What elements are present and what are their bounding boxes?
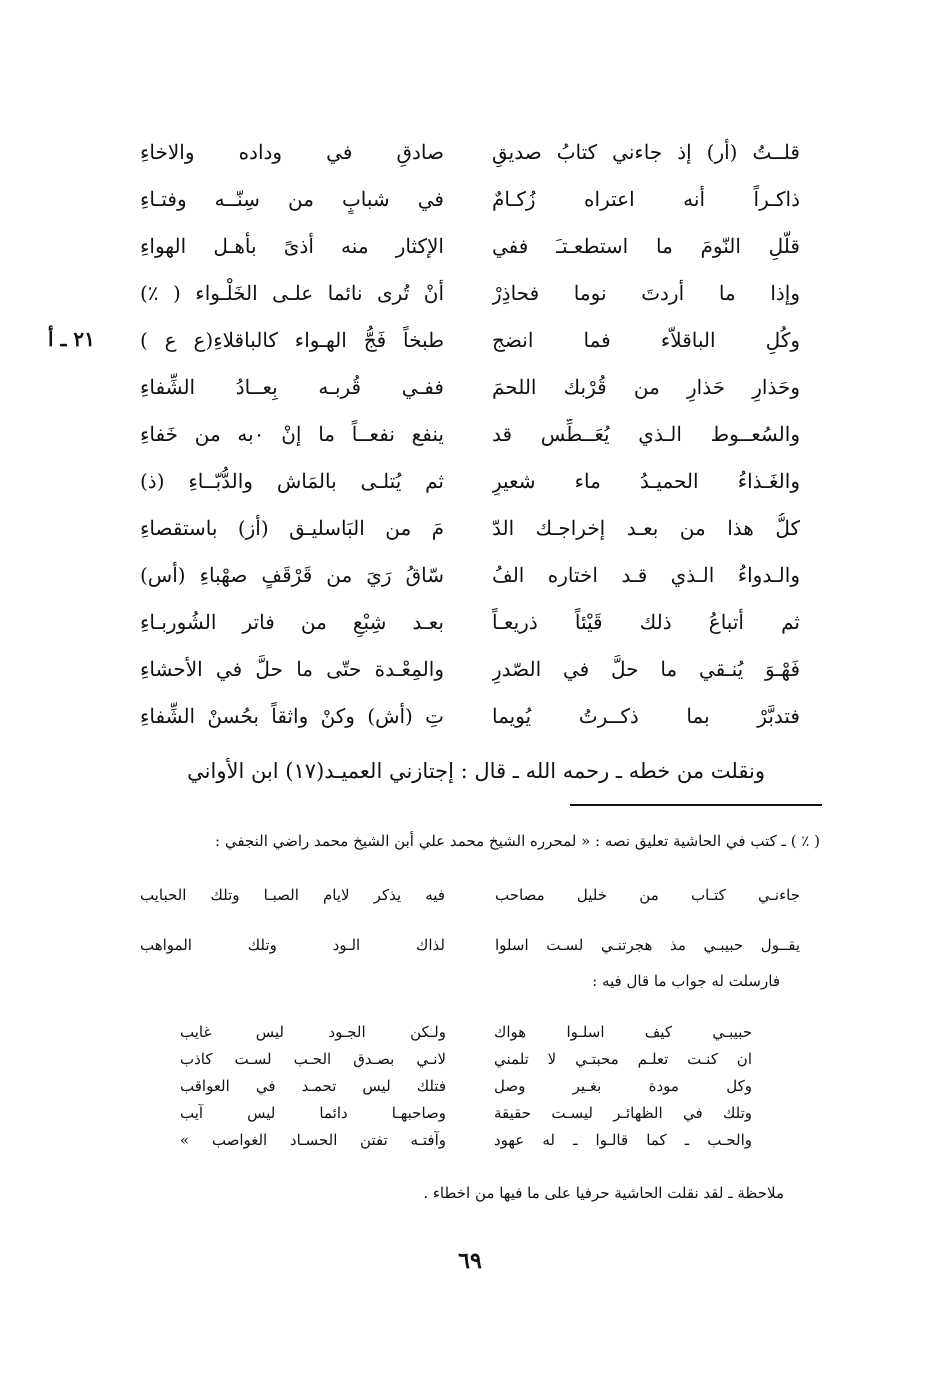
verse-first-hemistich: ذاكـراً أنه اعتراه زُكـامٌ bbox=[492, 186, 800, 211]
footnote-verse bbox=[180, 1099, 752, 1126]
verse bbox=[140, 457, 800, 504]
footnote-hemistich: ان كنـت تعلـم محبتـي لا تلمني bbox=[494, 1049, 752, 1068]
transfer-heading: ونقلت من خطه ـ رحمه الله ـ قال : إجتازني العميـد(١٧) ابن الأواني bbox=[187, 759, 765, 783]
footnote-poem-a bbox=[140, 870, 800, 970]
main-poem bbox=[140, 128, 800, 739]
page-number: ٦٩ bbox=[458, 1248, 482, 1274]
verse bbox=[140, 410, 800, 457]
footnote-poem-b bbox=[180, 1018, 752, 1153]
footnote-hemistich: ولـكن الجـود ليس غايب bbox=[180, 1022, 446, 1041]
verse-second-hemistich: ثم يُتلـى بالمَاش والدُّبّــاءِ (ذ) bbox=[140, 468, 444, 493]
verse bbox=[140, 128, 800, 175]
verse-second-hemistich: أنْ تُرى نائما علـى الخَلْـواء ( ٪) bbox=[140, 280, 444, 305]
footnote-verse bbox=[180, 1018, 752, 1045]
footnote-hemistich: لانـي بصـدق الحـب لسـت كاذب bbox=[180, 1049, 446, 1068]
footnote-hemistich: حبيبـي كيف اسلـوا هواك bbox=[494, 1022, 752, 1041]
manuscript-folio-marker: ٢١ ـ أ bbox=[48, 327, 95, 351]
footnote-verse bbox=[180, 1072, 752, 1099]
verse bbox=[140, 316, 800, 363]
verse-first-hemistich: قلّلِ النّومَ ما استطعـتـَ ففي bbox=[492, 233, 800, 258]
verse-first-hemistich: والسُعــوط الـذي يُعَــطِّس قد bbox=[492, 421, 800, 446]
footnote-hemistich: جاءنـي كتـاب من خليل مصاحب bbox=[495, 886, 800, 904]
verse-second-hemistich: صادقٍ في وداده والاخاءِ bbox=[140, 139, 444, 164]
verse bbox=[140, 222, 800, 269]
verse-second-hemistich: تِ (أش) وكنْ واثقاً بحُسنْ الشِّفاءِ bbox=[140, 703, 444, 728]
verse-first-hemistich: وإذا ما أردتَ نوما فحاذِرْ bbox=[492, 280, 800, 305]
footnote-separator bbox=[570, 804, 822, 806]
verse-first-hemistich: وكُلِ الباقلاّء فما انضج bbox=[492, 327, 800, 352]
verse-second-hemistich: في شبابٍ من سِنّــه وفتـاءِ bbox=[140, 186, 444, 211]
footnote-hemistich: وتلك في الظهائـر ليسـت حقيقة bbox=[494, 1103, 752, 1122]
verse-second-hemistich: طبخاً فَجُّ الهـواء كالباقلاءِ(ع ع ) bbox=[140, 327, 444, 352]
footnote-heading: ( ٪ ) ـ كتب في الحاشية تعليق نصه : « لمحرره الشيخ محمد علي أبن الشيخ محمد راضي النجفي : bbox=[215, 832, 820, 850]
footnote-hemistich: فيه يذكر لايام الصبـا وتلك الحبايب bbox=[140, 886, 445, 904]
verse-second-hemistich: بعـد شِبْعٍ من فاتر الشُوربـاءِ bbox=[140, 609, 444, 634]
verse-first-hemistich: وحَذارِ حَذارِ من قُرْبك اللحمَ bbox=[492, 374, 800, 399]
verse bbox=[140, 692, 800, 739]
footnote-hemistich: وآفتـه تفتن الحسـاد الغواصب » bbox=[180, 1130, 446, 1149]
footnote-note: ملاحظة ـ لقد نقلت الحاشية حرفيا على ما فيها من اخطاء . bbox=[423, 1184, 784, 1202]
verse-second-hemistich: ففـي قُربـه بِعــادُ الشِّفاءِ bbox=[140, 374, 444, 399]
verse-first-hemistich: والغَـذاءُ الحميـدُ ماء شعيرٍ bbox=[492, 468, 800, 493]
verse-second-hemistich: ينفع نفعــاً ما إنْ ٠به من خَفاءِ bbox=[140, 421, 444, 446]
verse bbox=[140, 269, 800, 316]
verse bbox=[140, 645, 800, 692]
verse-first-hemistich: كلُّ هذا من بعـد إخراجـك الدّ bbox=[492, 515, 800, 540]
footnote-verse bbox=[180, 1045, 752, 1072]
verse-second-hemistich: سّاقُ رَيَ من قَرْقَفٍ صهْباءِ (أس) bbox=[140, 562, 444, 587]
footnote-hemistich: وكل مودة بغـير وصل bbox=[494, 1076, 752, 1095]
footnote-verse bbox=[140, 870, 800, 920]
verse bbox=[140, 175, 800, 222]
verse-first-hemistich: فتدبَّرْ بما ذكــرتُ يُويما bbox=[492, 703, 800, 728]
verse-second-hemistich: مَ من البَاسليـق (أز) باستقصاءِ bbox=[140, 515, 444, 540]
verse bbox=[140, 551, 800, 598]
footnote-hemistich: والحـب ـ كما قالـوا ـ له عهود bbox=[494, 1130, 752, 1149]
footnote-reply-line: فارسلت له جواب ما قال فيه : bbox=[592, 972, 780, 990]
footnote-hemistich: فتلك ليس تحمـد في العواقب bbox=[180, 1076, 446, 1095]
verse bbox=[140, 598, 800, 645]
verse-first-hemistich: قلــتُ (أر) إذ جاءني كتابُ صديقٍ bbox=[492, 139, 800, 164]
verse-first-hemistich: فَهْـوَ يُنـقي ما حلَّ في الصّدرِ bbox=[492, 656, 800, 681]
verse bbox=[140, 504, 800, 551]
footnote-verse bbox=[140, 920, 800, 970]
footnote-hemistich: وصاحبهـا دائما ليس آيب bbox=[180, 1103, 446, 1122]
footnote-hemistich: يقــول حبيبـي مذ هجرتنـي لسـت اسلوا bbox=[495, 936, 800, 954]
footnote-hemistich: لذاك الـود وتلك المواهب bbox=[140, 936, 445, 954]
verse-first-hemistich: والـدواءُ الـذي قـد اختاره الفُ bbox=[492, 562, 800, 587]
verse-second-hemistich: والمِعْـدة حتّى ما حلَّ في الأحشاءِ bbox=[140, 656, 444, 681]
footnote-verse bbox=[180, 1126, 752, 1153]
verse-first-hemistich: ثم أتباعُ ذلك قَيْئاً ذريعـاً bbox=[492, 609, 800, 634]
verse bbox=[140, 363, 800, 410]
verse-second-hemistich: الإكثار منه أذىً بأهـل الهواءِ bbox=[140, 233, 444, 258]
